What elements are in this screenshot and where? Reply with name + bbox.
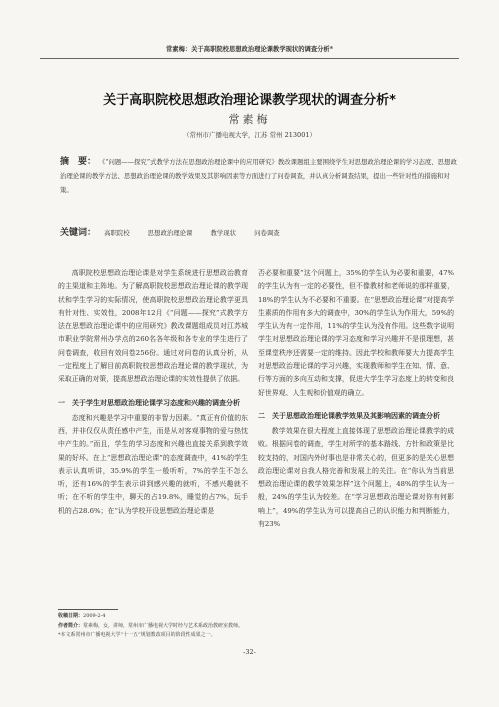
section-1-paragraph: 态度和兴趣是学习中重要的非智力因素。“真正有价值的东西，并非仅仅从责任感中产生，而是从对客观事物的爱与热忱中产生的。”而且，学生的学习态度和兴趣也直接关系到教学效果的好坏。在上“思想政治理论课”的态度调查中，41%的学生表示认真听讲，35.9%的学生一般听听，7%的学生不怎么听，还有16%的学生表示讲到感兴趣的就听，不感兴趣就不听；在不听的学生中，聊天的占19.8%，睡觉的占7%，玩手机的占28.6%；在“认为学校开设思想政治理论课是 bbox=[58, 413, 248, 515]
footnote-project: *本文系常州市广播电视大学“十一五”规划教改项目的阶段性成果之一。 bbox=[58, 632, 216, 638]
page-number: -32- bbox=[243, 648, 256, 656]
intro-paragraph: 高职院校思想政治理论课是对学生系统进行思想政治教育的主渠道和主阵地。为了解高职院校思想政治理论课的教学现状和学生学习的实际情况，使高职院校思想政治理论教学更具有针对性、实效性，2008年12月《“问题——探究”式教学方法在思想政治理论课中的应用研究》教改课题组成员对江苏城市职业学院常州办学点的260名各年级和各专业的学生进行了问卷调查，收回有效问卷256份。通过对问卷的认真分析，从一定程度上了解目前高职院校思想政治理论课的教学现状，为采取正确的对策，提高思想政治理论课的实效性提供了依据。 bbox=[58, 269, 248, 384]
keyword: 问卷调查 bbox=[254, 229, 280, 237]
section-heading-2: 二 关于思想政治理论课教学效果及其影响因素的调查分析 bbox=[258, 411, 440, 420]
footnote-divider bbox=[58, 609, 118, 610]
footnote-received: 收稿日期：2009-2-4 bbox=[58, 613, 106, 619]
right-column bbox=[258, 267, 454, 531]
continued-paragraph: 否必要和重要”这个问题上，35%的学生认为必要和重要，47%的学生认为有一定的必要性，但不像教材和老师说的那样重要，18%的学生认为不必要和不重要。在“思想政治理论课”对提高学生素质的作用有多大的调查中，30%的学生认为作用大，59%的学生认为有一定作用，11%的学生认为没有作用。这些数字说明学生对思想政治理论课的学习态度和学习兴趣并不是很理想，甚至课堂秩序还需要一定的维持。因此学校和教师要大力提高学生对思想政治理论课的学习兴趣，实现教师和学生在知、情、意、行等方面的多向互动和支撑，促进大学生学习态度上的转变和良好世界观、人生观和价值观的确立。 bbox=[258, 269, 455, 397]
abstract-text: 《“问题——探究”式教学方法在思想政治理论课中的应用研究》教改课题组主要围绕学生对思想政治理论课的学习态度、思想政治理论课的教学方法、思想政治理论课的教学效果及其影响因素等方面进行了问卷调查，并认真分析调查结果，提出一些针对性的措施和对策。 bbox=[60, 158, 457, 195]
running-head: 常素梅：关于高职院校思想政治理论课教学现状的调查分析* bbox=[40, 44, 459, 59]
abstract-label: 摘 要： bbox=[60, 157, 97, 167]
keyword: 高职院校 bbox=[104, 229, 130, 237]
keyword: 思想政治理论课 bbox=[147, 229, 193, 237]
footnote-author: 作者简介：常素梅，女，讲师，常州市广播电视大学时经与艺术系政治教研室教师。 bbox=[58, 622, 244, 629]
section-2-paragraph: 教学效果在很大程度上直接体现了思想政治理论课教学的成败。根据问卷的调查，学生对所学的基本路线、方针和政策是比较支持的，对国内外时事也是非常关心的，但更多的是关心思想政治理论课对自我人格完善和发展上的关注。在“你认为当前思想政治理论课的教学效果怎样”这个问题上，48%的学生认为一般，24%的学生认为较差。在“学习思想政治理论课对你有何影响上”，49%的学生认为可以提高自己的认识能力和判断能力，有23% bbox=[258, 426, 454, 529]
paper-title: 关于高职院校思想政治理论课教学现状的调查分析* bbox=[103, 93, 396, 108]
abstract bbox=[60, 155, 457, 198]
section-heading-1: 一 关于学生对思想政治理论课学习态度和兴趣的调查分析 bbox=[58, 398, 240, 407]
left-column bbox=[58, 267, 248, 518]
keywords bbox=[60, 225, 457, 238]
affiliation: （常州市广播电视大学，江苏 常州 213001） bbox=[183, 131, 316, 139]
footnotes bbox=[58, 612, 358, 641]
keyword: 教学现状 bbox=[210, 229, 237, 237]
keywords-label: 关键词： bbox=[60, 228, 97, 238]
author: 常素梅 bbox=[228, 113, 271, 126]
